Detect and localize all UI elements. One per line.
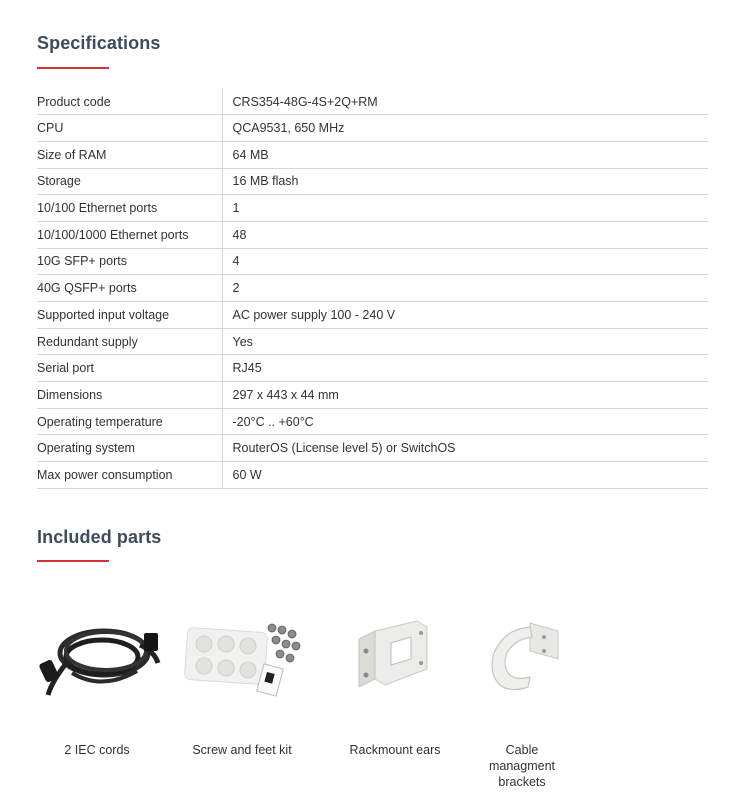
spec-label: 10/100/1000 Ethernet ports	[37, 227, 189, 242]
part-iec-cords	[27, 608, 167, 758]
spec-label: Storage	[37, 174, 81, 189]
spec-row	[37, 141, 708, 168]
power-cord-icon	[27, 608, 167, 708]
spec-label: Max power consumption	[37, 467, 173, 482]
specifications-table	[37, 88, 708, 489]
spec-row	[37, 248, 708, 275]
spec-label: 10G SFP+ ports	[37, 254, 127, 269]
spec-label: CPU	[37, 121, 64, 136]
spec-label: 40G QSFP+ ports	[37, 281, 137, 296]
spec-value: RouterOS (License level 5) or SwitchOS	[222, 435, 708, 462]
spec-row	[37, 168, 708, 195]
screw-kit-icon	[172, 608, 312, 708]
spec-label: Operating system	[37, 441, 135, 456]
spec-value: 4	[222, 248, 708, 275]
spec-value: Yes	[222, 328, 708, 355]
spec-value: AC power supply 100 - 240 V	[222, 302, 708, 329]
spec-value: 48	[222, 221, 708, 248]
spec-label: Serial port	[37, 361, 94, 376]
spec-row	[37, 88, 708, 115]
spec-value: QCA9531, 650 MHz	[222, 115, 708, 142]
spec-row	[37, 221, 708, 248]
cable-bracket-icon	[467, 608, 582, 708]
spec-label: Size of RAM	[37, 147, 107, 162]
spec-label: Dimensions	[37, 387, 103, 402]
part-caption: Rackmount ears	[349, 743, 441, 757]
spec-row	[37, 462, 708, 489]
spec-row	[37, 115, 708, 142]
spec-value: 1	[222, 195, 708, 222]
spec-label: Product code	[37, 94, 111, 109]
spec-row	[37, 275, 708, 302]
spec-label: 10/100 Ethernet ports	[37, 201, 158, 216]
spec-label: Redundant supply	[37, 334, 138, 349]
spec-value: CRS354-48G-4S+2Q+RM	[222, 88, 708, 115]
included-parts-heading: Included parts	[37, 527, 162, 547]
included-parts-list	[27, 608, 627, 798]
spec-value: -20°C .. +60°C	[222, 408, 708, 435]
spec-value: 297 x 443 x 44 mm	[222, 382, 708, 409]
spec-row	[37, 328, 708, 355]
spec-row	[37, 302, 708, 329]
part-screw-feet-kit	[172, 608, 312, 758]
spec-value: RJ45	[222, 355, 708, 382]
spec-value: 16 MB flash	[222, 168, 708, 195]
part-caption: Cable managment brackets	[488, 743, 555, 789]
spec-value: 60 W	[222, 462, 708, 489]
part-caption: Screw and feet kit	[192, 743, 292, 757]
part-cable-brackets	[467, 608, 582, 790]
included-parts-accent-line	[37, 560, 109, 562]
spec-label: Operating temperature	[37, 414, 163, 429]
spec-value: 2	[222, 275, 708, 302]
specifications-heading: Specifications	[37, 33, 161, 53]
specifications-accent-line	[37, 67, 109, 69]
spec-label: Supported input voltage	[37, 307, 170, 322]
spec-value: 64 MB	[222, 141, 708, 168]
part-rackmount-ears	[325, 608, 465, 758]
part-caption: 2 IEC cords	[64, 743, 130, 757]
spec-row	[37, 382, 708, 409]
spec-row	[37, 435, 708, 462]
spec-row	[37, 355, 708, 382]
spec-row	[37, 195, 708, 222]
spec-row	[37, 408, 708, 435]
rackmount-ear-icon	[325, 608, 465, 708]
